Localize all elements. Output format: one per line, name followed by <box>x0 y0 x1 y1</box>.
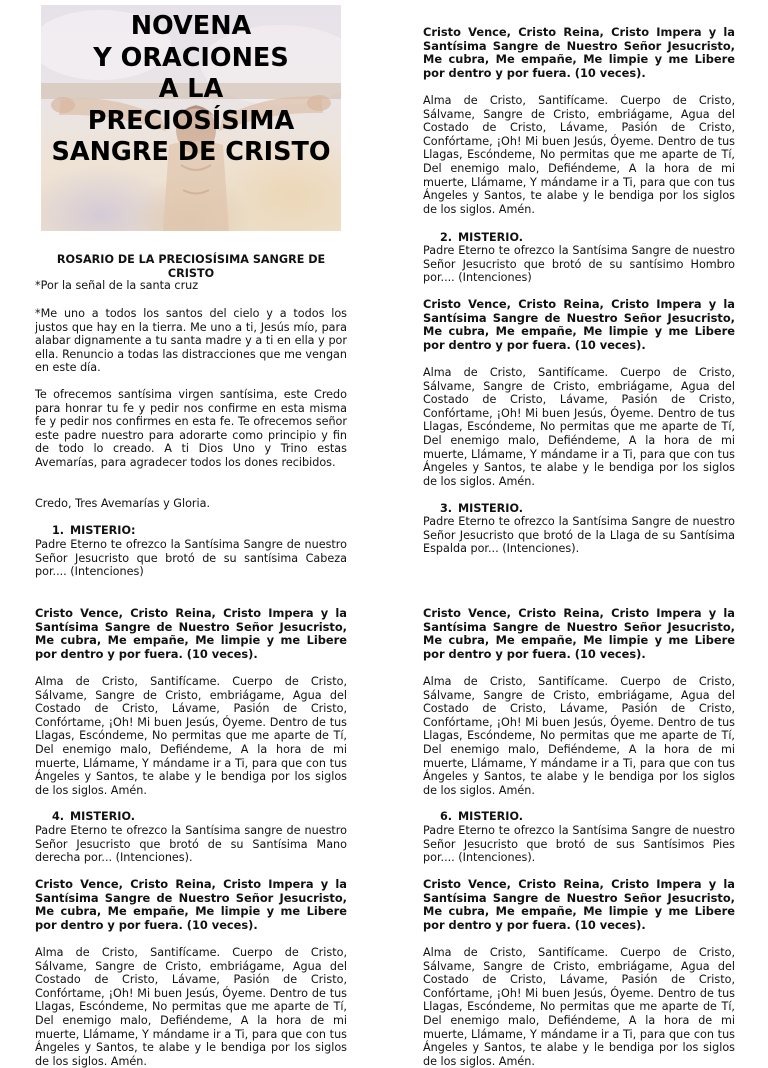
refrain-prayer: Cristo Vence, Cristo Reina, Cristo Impera y la Santísima Sangre de Nuestro Señor Jesucristo, Me cubra, Me empañe, Me limpie y me Libere por dentro y por fuera. (10 veces). <box>423 606 735 661</box>
mystery-heading <box>35 524 347 538</box>
mystery-text: Padre Eterno te ofrezco la Santísima Sangre de nuestro Señor Jesucristo que brotó de sus Santísimos Pies por.... (Intenciones). <box>423 824 735 865</box>
alma-de-cristo-prayer: Alma de Cristo, Santifícame. Cuerpo de Cristo, Sálvame, Sangre de Cristo, embriágame, Agua del Costado de Cristo, Lávame, Pasión de Cristo, Confórtame, ¡Oh! Mi buen Jesús, Óyeme. Dentro de tus Llagas, Escóndeme, No permitas que me aparte de Tí, Del enemigo malo, Defiéndeme, A la hora de mi muerte, Llámame, Y mándame ir a Ti, para que con tus Ángeles y Santos, te alabe y le bendiga por los siglos de los siglos. Amén. <box>35 946 347 1068</box>
mystery-heading <box>423 502 735 516</box>
mystery-label: MISTERIO. <box>70 810 135 823</box>
refrain-prayer: Cristo Vence, Cristo Reina, Cristo Impera y la Santísima Sangre de Nuestro Señor Jesucristo, Me cubra, Me empañe, Me limpie y me Libere por dentro y por fuera. (10 veces). <box>423 297 735 352</box>
alma-de-cristo-prayer: Alma de Cristo, Santifícame. Cuerpo de Cristo, Sálvame, Sangre de Cristo, embriágame, Agua del Costado de Cristo, Lávame, Pasión de Cristo, Confórtame, ¡Oh! Mi buen Jesús, Óyeme. Dentro de tus Llagas, Escóndeme, No permitas que me aparte de Tí, Del enemigo malo, Defiéndeme, A la hora de mi muerte, Llámame, Y mándame ir a Ti, para que con tus Ángeles y Santos, te alabe y le bendiga por los siglos de los siglos. Amén. <box>423 366 735 488</box>
mystery-number: 1. <box>52 524 65 537</box>
mystery-label: MISTERIO. <box>458 502 523 515</box>
offering-paragraph: Te ofrecemos santísima virgen santísima, este Credo para honrar tu fe y pedir nos confirme en esta misma fe y pedir nos confirmes en esta fe. Te ofrecemos señor este padre nuestro para adorarte como principio y fin de todo lo creado. A ti Dios Uno y Trino estas Avemarías, para agradecer todos los dones recibidos. <box>35 388 347 469</box>
mystery-label: MISTERIO. <box>458 810 523 823</box>
cover-title-line: A LA <box>158 74 224 104</box>
mystery-number: 6. <box>440 810 453 823</box>
cover-title-line: PRECIOSÍSIMA <box>87 105 295 136</box>
mystery-text: Padre Eterno te ofrezco la Santísima Sangre de nuestro Señor Jesucristo que brotó de su santísimo Hombro por.... (Intenciones) <box>423 244 735 285</box>
mystery-number: 4. <box>52 810 65 823</box>
alma-de-cristo-prayer: Alma de Cristo, Santifícame. Cuerpo de Cristo, Sálvame, Sangre de Cristo, embriágame, Agua del Costado de Cristo, Lávame, Pasión de Cristo, Confórtame, ¡Oh! Mi buen Jesús, Óyeme. Dentro de tus Llagas, Escóndeme, No permitas que me aparte de Tí, Del enemigo malo, Defiéndeme, A la hora de mi muerte, Llámame, Y mándame ir a Ti, para que con tus Ángeles y Santos, te alabe y le bendiga por los siglos de los siglos. Amén. <box>423 675 735 797</box>
cover-title <box>41 11 341 169</box>
mystery-label: MISTERIO: <box>70 524 136 537</box>
mystery-text: Padre Eterno te ofrezco la Santísima Sangre de nuestro Señor Jesucristo que brotó de la Llaga de su Santísima Espalda por... (Intenciones). <box>423 515 735 556</box>
refrain-prayer: Cristo Vence, Cristo Reina, Cristo Impera y la Santísima Sangre de Nuestro Señor Jesucristo, Me cubra, Me empañe, Me limpie y me Libere por dentro y por fuera. (10 veces). <box>423 25 735 80</box>
credo-line: Credo, Tres Avemarías y Gloria. <box>35 497 211 510</box>
cover-title-line: SANGRE DE CRISTO <box>51 137 331 167</box>
mystery-heading <box>423 231 735 245</box>
mystery-text: Padre Eterno te ofrezco la Santísima sangre de nuestro Señor Jesucristo que brotó de su Santísima Mano derecha por... (Intenciones). <box>35 824 347 865</box>
alma-de-cristo-prayer: Alma de Cristo, Santifícame. Cuerpo de Cristo, Sálvame, Sangre de Cristo, embriágame, Agua del Costado de Cristo, Lávame, Pasión de Cristo, Confórtame, ¡Oh! Mi buen Jesús, Óyeme. Dentro de tus Llagas, Escóndeme, No permitas que me aparte de Tí, Del enemigo malo, Defiéndeme, A la hora de mi muerte, Llámame, Y mándame ir a Ti, para que con tus Ángeles y Santos, te alabe y le bendiga por los siglos de los siglos. Amén. <box>423 946 735 1068</box>
mystery-number: 3. <box>440 502 453 515</box>
refrain-prayer: Cristo Vence, Cristo Reina, Cristo Impera y la Santísima Sangre de Nuestro Señor Jesucristo, Me cubra, Me empañe, Me limpie y me Libere por dentro y por fuera. (10 veces). <box>423 877 735 932</box>
rosary-title: ROSARIO DE LA PRECIOSÍSIMA SANGRE DE CRISTO <box>56 253 326 280</box>
mystery-number: 2. <box>440 231 453 244</box>
cover-title-line: NOVENA <box>130 11 252 41</box>
cover-image <box>41 5 341 231</box>
mystery-text: Padre Eterno te ofrezco la Santísima Sangre de nuestro Señor Jesucristo que brotó de su santísima Cabeza por.... (Intenciones) <box>35 538 347 579</box>
sign-of-cross: *Por la señal de la santa cruz <box>35 279 199 292</box>
intro-paragraph: *Me uno a todos los santos del cielo y a todos los justos que hay en la tierra. Me uno a ti, Jesús mío, para alabar dignamente a tu santa madre y a ti en ella y por ella. Renuncio a todas las distracciones que me vengan en este día. <box>35 307 347 375</box>
mystery-label: MISTERIO. <box>458 231 523 244</box>
mystery-heading <box>423 810 735 824</box>
refrain-prayer: Cristo Vence, Cristo Reina, Cristo Impera y la Santísima Sangre de Nuestro Señor Jesucristo, Me cubra, Me empañe, Me limpie y me Libere por dentro y por fuera. (10 veces). <box>35 606 347 661</box>
refrain-prayer: Cristo Vence, Cristo Reina, Cristo Impera y la Santísima Sangre de Nuestro Señor Jesucristo, Me cubra, Me empañe, Me limpie y me Libere por dentro y por fuera. (10 veces). <box>35 877 347 932</box>
cover-title-line: Y ORACIONES <box>93 42 289 73</box>
alma-de-cristo-prayer: Alma de Cristo, Santifícame. Cuerpo de Cristo, Sálvame, Sangre de Cristo, embriágame, Agua del Costado de Cristo, Lávame, Pasión de Cristo, Confórtame, ¡Oh! Mi buen Jesús, Óyeme. Dentro de tus Llagas, Escóndeme, No permitas que me aparte de Tí, Del enemigo malo, Defiéndeme, A la hora de mi muerte, Llámame, Y mándame ir a Ti, para que con tus Ángeles y Santos, te alabe y le bendiga por los siglos de los siglos. Amén. <box>35 675 347 797</box>
mystery-heading <box>35 810 347 824</box>
alma-de-cristo-prayer: Alma de Cristo, Santifícame. Cuerpo de Cristo, Sálvame, Sangre de Cristo, embriágame, Agua del Costado de Cristo, Lávame, Pasión de Cristo, Confórtame, ¡Oh! Mi buen Jesús, Óyeme. Dentro de tus Llagas, Escóndeme, No permitas que me aparte de Tí, Del enemigo malo, Defiéndeme, A la hora de mi muerte, Llámame, Y mándame ir a Ti, para que con tus Ángeles y Santos, te alabe y le bendiga por los siglos de los siglos. Amén. <box>423 94 735 216</box>
